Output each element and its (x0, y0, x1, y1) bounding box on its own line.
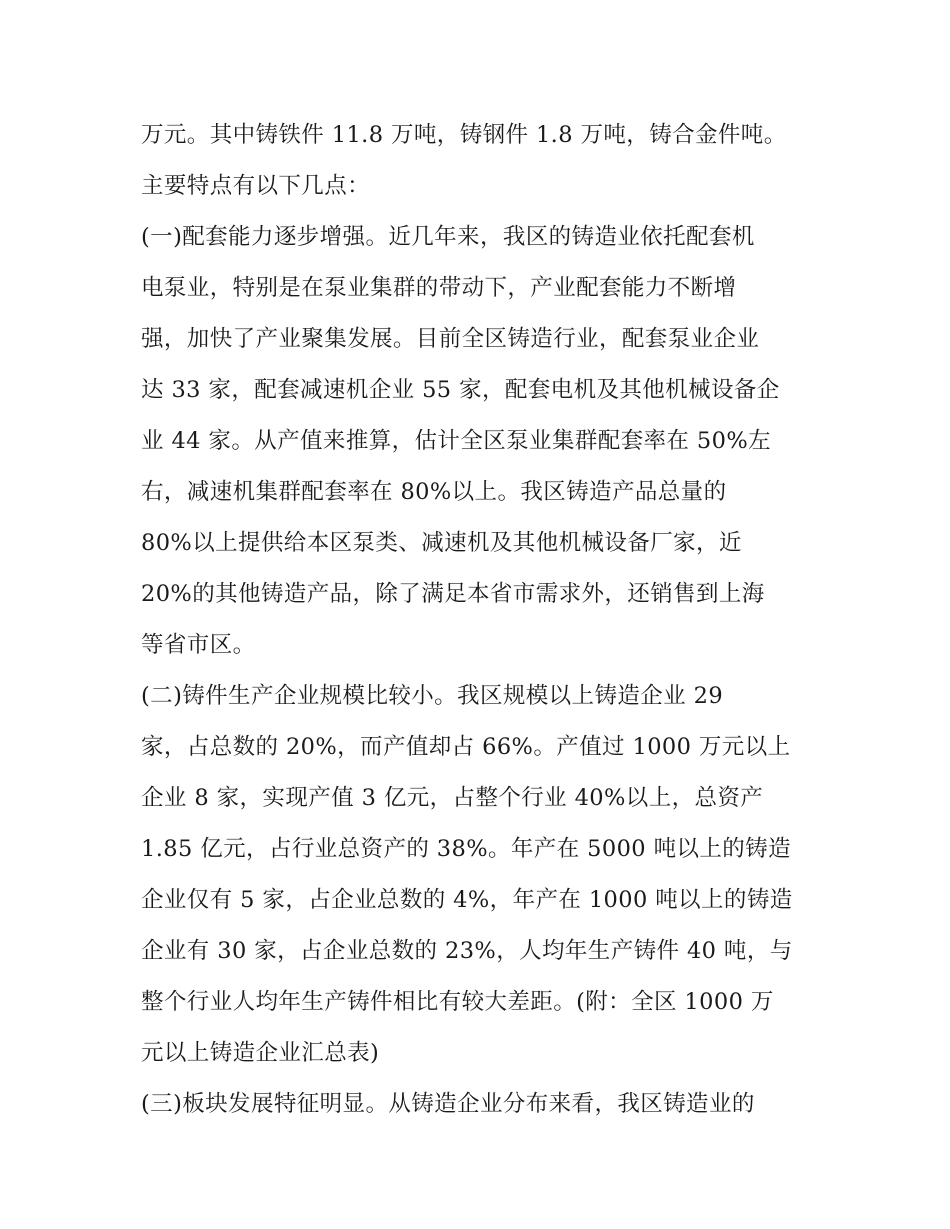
text-line: 电泵业，特别是在泵业集群的带动下，产业配套能力不断增 (141, 275, 737, 301)
text-line: 万元。其中铸铁件 11.8 万吨，铸钢件 1.8 万吨，铸合金件吨。 (141, 122, 787, 148)
text-line: 企业仅有 5 家，占企业总数的 4%，年产在 1000 吨以上的铸造 (141, 887, 793, 913)
text-line: 80%以上提供给本区泵类、减速机及其他机械设备厂家，近 (141, 530, 742, 556)
text-line: 元以上铸造企业汇总表) (141, 1040, 380, 1066)
text-line: 右，减速机集群配套率在 80%以上。我区铸造产品总量的 (141, 479, 727, 505)
text-line: 企业有 30 家，占企业总数的 23%，人均年生产铸件 40 吨，与 (141, 938, 793, 964)
text-line: 整个行业人均年生产铸件相比有较大差距。(附：全区 1000 万 (141, 989, 774, 1015)
text-line: 1.85 亿元，占行业总资产的 38%。年产在 5000 吨以上的铸造 (141, 836, 791, 862)
text-line: 业 44 家。从产值来推算，估计全区泵业集群配套率在 50%左 (141, 428, 771, 454)
text-line: (二)铸件生产企业规模比较小。我区规模以上铸造企业 29 (141, 683, 724, 709)
text-line: 20%的其他铸造产品，除了满足本省市需求外，还销售到上海 (141, 581, 765, 607)
text-line: 达 33 家，配套减速机企业 55 家，配套电机及其他机械设备企 (141, 377, 780, 403)
text-line: 家，占总数的 20%，而产值却占 66%。产值过 1000 万元以上 (141, 734, 791, 760)
text-line: 强，加快了产业聚集发展。目前全区铸造行业，配套泵业企业 (141, 326, 760, 352)
text-line: 等省市区。 (141, 632, 256, 658)
text-line: 主要特点有以下几点： (141, 173, 371, 199)
text-line: (一)配套能力逐步增强。近几年来，我区的铸造业依托配套机 (141, 224, 755, 250)
text-line: (三)板块发展特征明显。从铸造企业分布来看，我区铸造业的 (141, 1091, 755, 1117)
body-text (141, 110, 821, 1130)
text-line: 企业 8 家，实现产值 3 亿元，占整个行业 40%以上，总资产 (141, 785, 764, 811)
